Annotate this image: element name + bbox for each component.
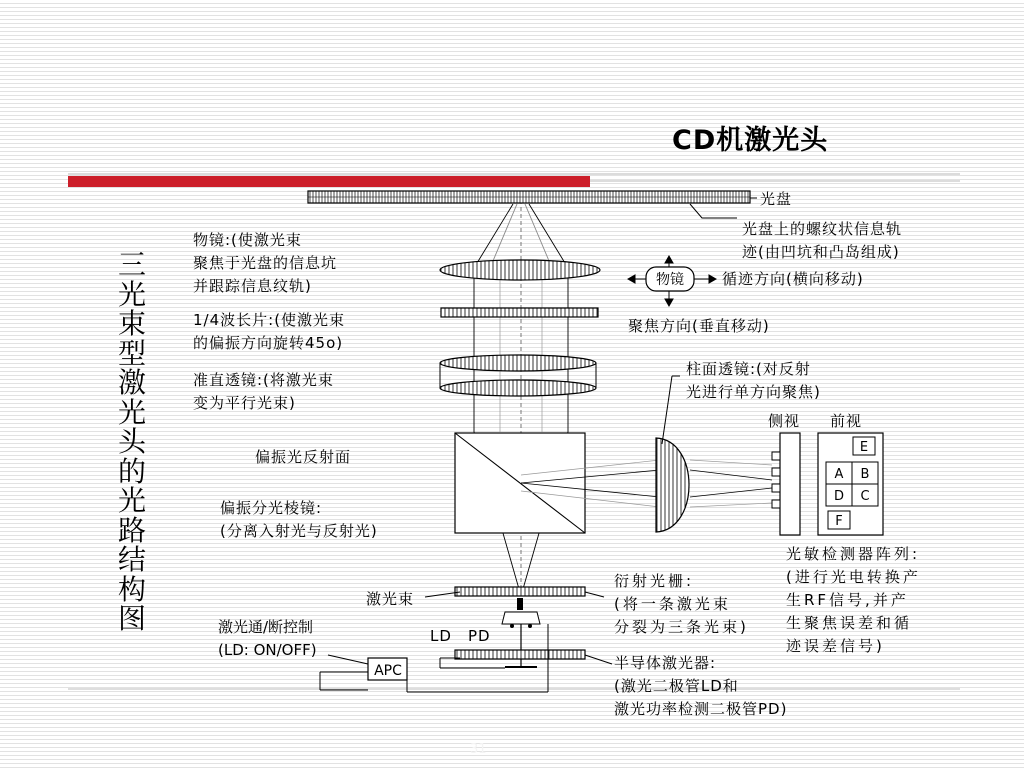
quarter-wave-plate — [441, 308, 598, 317]
disc-track-label: 光盘上的螺纹状信息轨 迹(由凹坑和凸岛组成) — [742, 220, 903, 261]
apc-label: APC — [374, 663, 402, 679]
focus-direction-label: 聚焦方向(垂直移动) — [628, 317, 770, 335]
detector-cell-a: A — [834, 467, 844, 482]
side-view-label: 侧视 — [768, 412, 801, 430]
page-title: CD机激光头 — [672, 125, 829, 156]
cylindrical-lens-label: 柱面透镜:(对反射 光进行单方向聚焦) — [686, 360, 821, 401]
detector-cell-d: D — [833, 489, 845, 504]
detector-side-view — [772, 433, 800, 535]
disc-label: 光盘 — [760, 190, 793, 208]
detector-cell-b: B — [860, 467, 870, 482]
polarizing-prism — [455, 433, 585, 533]
pd-label: PD — [468, 627, 491, 645]
detector-cell-c: C — [860, 489, 870, 504]
detector-front-view — [818, 433, 883, 535]
semiconductor-laser-label: 半导体激光器: (激光二极管LD和 激光功率检测二极管PD) — [614, 654, 788, 718]
grating-label: 衍射光栅: (将一条激光束 分裂为三条光束) — [614, 572, 749, 636]
prism-label: 偏振分光棱镜: (分离入射光与反射光) — [220, 499, 378, 540]
polarizing-surface-label: 偏振光反射面 — [255, 448, 352, 466]
laser-beam-label: 激光束 — [366, 590, 415, 608]
red-accent-bar — [68, 176, 590, 187]
detector-label: 光敏检测器阵列: (进行光电转换产 生RF信号,并产 生聚焦误差和循 迹误差信号) — [786, 545, 921, 655]
optical-disc — [308, 191, 750, 203]
collimator-lens — [440, 355, 596, 396]
header-rule — [68, 174, 960, 187]
objective-lens — [440, 260, 600, 280]
diffraction-grating — [455, 587, 585, 596]
detector-cell-f: F — [835, 514, 843, 529]
ld-control-label: 激光通/断控制 (LD: ON/OFF) — [218, 618, 317, 659]
quarter-wave-label: 1/4波长片:(使激光束 的偏振方向旋转45o) — [193, 311, 346, 352]
collimator-label: 准直透镜:(将激光束 变为平行光束) — [193, 371, 334, 412]
detector-cell-e: E — [859, 440, 869, 455]
tracking-direction-label: 循迹方向(横向移动) — [722, 270, 864, 288]
ld-label: LD — [430, 627, 452, 645]
objective-label: 物镜:(使激光束 聚焦于光盘的信息坑 并跟踪信息纹轨) — [193, 231, 338, 295]
page-number: 31 — [470, 742, 487, 757]
vertical-title: 三光束型激光头的光路结构图 — [117, 248, 146, 635]
front-view-label: 前视 — [830, 412, 863, 430]
objective-box-label: 物镜 — [656, 272, 684, 288]
cylindrical-lens — [656, 438, 689, 532]
